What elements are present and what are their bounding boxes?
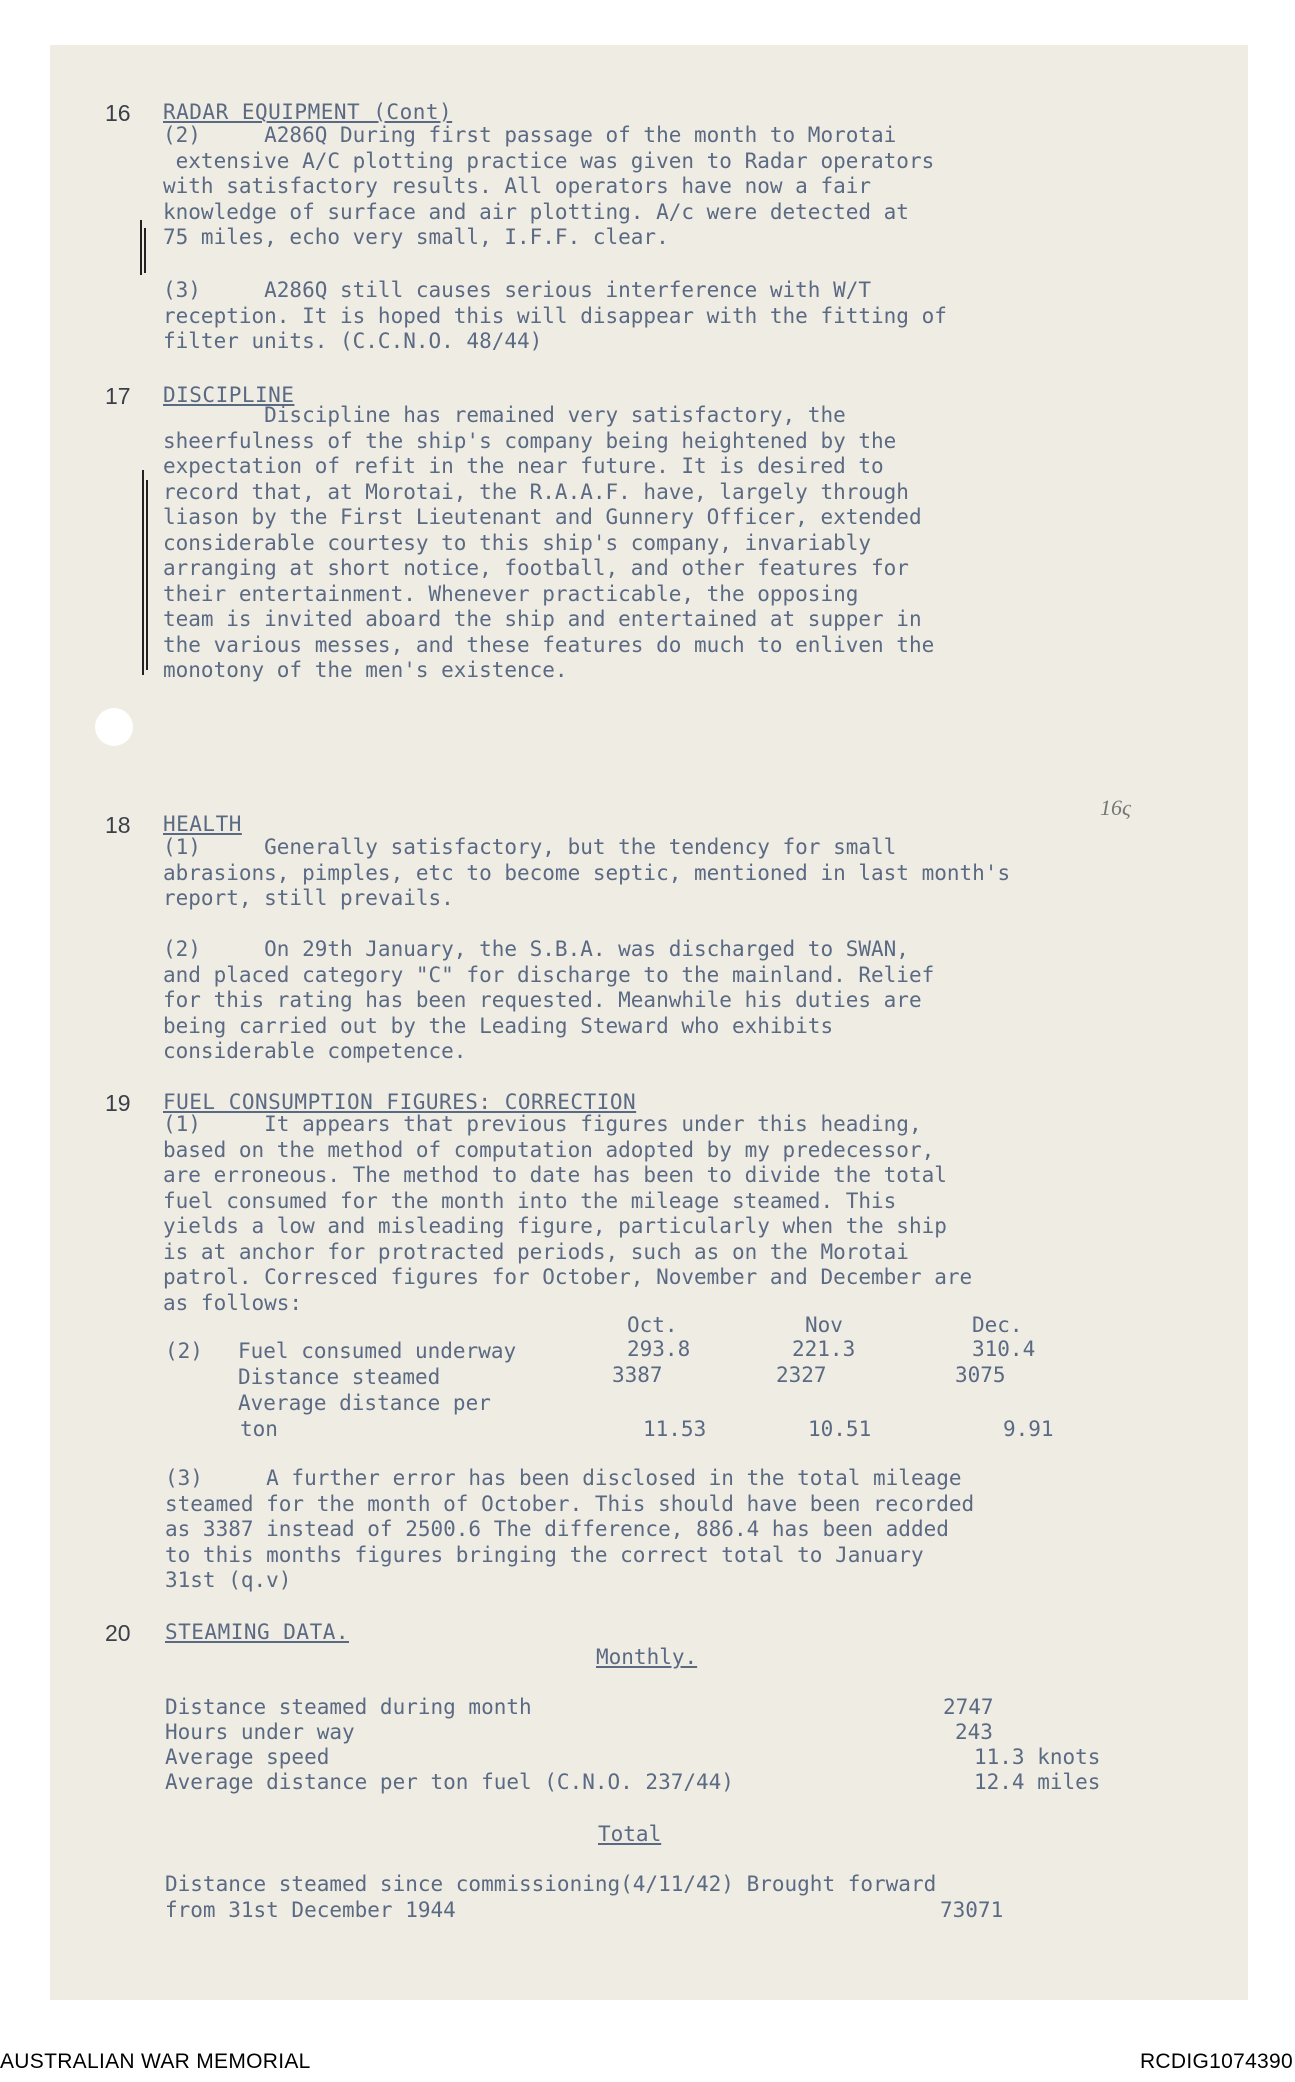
pencil-annotation: 16ς [1100, 795, 1131, 820]
footer-left: AUSTRALIAN WAR MEMORIAL [0, 2050, 311, 2073]
table-row-label: Distance steamed [238, 1365, 441, 1389]
footer-right: RCDIG1074390 [1139, 2050, 1293, 2073]
paragraph: (3) A286Q still causes serious interference with W/T reception. It is hoped this will disappear with the fitting of filter units. (C.C.N.O. 48/44) [163, 278, 947, 353]
steaming-row-label: Hours under way [165, 1720, 355, 1744]
total-heading: Total [598, 1822, 662, 1846]
table-column-header: Oct. [627, 1313, 678, 1337]
total-line: from 31st December 1944 [165, 1898, 456, 1922]
margin-bar [140, 220, 142, 275]
table-cell: 310.4 [972, 1337, 1036, 1361]
steaming-row-label: Average distance per ton fuel (C.N.O. 237/44) [165, 1770, 734, 1794]
table-para-label: (2) [165, 1339, 203, 1363]
table-cell: 3387 [612, 1363, 663, 1387]
table-cell: 11.53 [643, 1417, 707, 1441]
total-value: 73071 [940, 1898, 1004, 1922]
section-heading: STEAMING DATA. [165, 1620, 350, 1644]
steaming-row-label: Distance steamed during month [165, 1695, 532, 1719]
paragraph: (2) A286Q During first passage of the month to Morotai extensive A/C plotting practice was given to Radar operators with satisfactory results. All operators have now a fair knowledge of surface and air plotting. A/c were detected at 75 miles, echo very small, I.F.F. clear. [163, 123, 935, 249]
section-number: 20 [105, 1620, 131, 1646]
paragraph: (2) On 29th January, the S.B.A. was discharged to SWAN, and placed category "C" for discharge to the mainland. Relief for this rating has been requested. Meanwhile his duties are being carried out by the Leading Steward who exhibits considerable competence. [163, 937, 935, 1063]
table-column-header: Dec. [972, 1313, 1023, 1337]
section-number: 16 [105, 100, 131, 126]
table-cell: 9.91 [1003, 1417, 1054, 1441]
section-number: 17 [105, 383, 131, 409]
section-heading: HEALTH [163, 812, 242, 836]
table-row-label: Fuel consumed underway [238, 1339, 517, 1363]
table-cell: 2327 [776, 1363, 827, 1387]
section-heading: DISCIPLINE [163, 383, 295, 407]
steaming-row-value: 243 [955, 1720, 993, 1744]
table-cell: 221.3 [792, 1337, 856, 1361]
paragraph: (1) It appears that previous figures under this heading, based on the method of computation adopted by my predecessor, are erroneous. The method to date has been to divide the total fuel consumed for the month into the mileage steamed. This yields a low and misleading figure, particularly when the ship is at anchor for protracted periods, such as on the Morotai patrol. Corresced figures for October, November and December are as follows: [163, 1112, 973, 1315]
section-number: 19 [105, 1090, 131, 1116]
margin-bar [146, 480, 148, 670]
steaming-row-value: 11.3 knots [974, 1745, 1101, 1769]
paragraph: (3) A further error has been disclosed in the total mileage steamed for the month of October. This should have been recorded as 3387 instead of 2500.6 The difference, 886.4 has been added to this months figures bringing the correct total to January 31st (q.v) [165, 1466, 975, 1592]
steaming-row-value: 12.4 miles [974, 1770, 1101, 1794]
table-row-label: ton [240, 1417, 278, 1441]
table-cell: 293.8 [627, 1337, 691, 1361]
table-cell: 3075 [955, 1363, 1006, 1387]
total-line: Distance steamed since commissioning(4/11/42) Brought forward [165, 1872, 937, 1896]
table-cell: 10.51 [808, 1417, 872, 1441]
section-heading: FUEL CONSUMPTION FIGURES: CORRECTION [163, 1090, 637, 1114]
paragraph: Discipline has remained very satisfactory, the sheerfulness of the ship's company being heightened by the expectation of refit in the near future. It is desired to record that, at Morotai, the R.A.A.F. have, largely through liason by the First Lieutenant and Gunnery Officer, extended considerable courtesy to this ship's company, invariably arranging at short notice, football, and other features for their entertainment. Whenever practicable, the opposing team is invited aboard the ship and entertained at supper in the various messes, and these features do much to enliven the monotony of the men's existence. [163, 403, 935, 682]
steaming-row-value: 2747 [943, 1695, 994, 1719]
margin-bar [142, 470, 144, 675]
paragraph: (1) Generally satisfactory, but the tendency for small abrasions, pimples, etc to become septic, mentioned in last month's report, still prevails. [163, 835, 1011, 910]
margin-bar [144, 228, 146, 273]
table-row-label: Average distance per [238, 1391, 491, 1415]
table-column-header: Nov [805, 1313, 843, 1337]
section-number: 18 [105, 812, 131, 838]
steaming-row-label: Average speed [165, 1745, 330, 1769]
section-heading: RADAR EQUIPMENT (Cont) [163, 100, 453, 124]
monthly-heading: Monthly. [596, 1645, 698, 1669]
